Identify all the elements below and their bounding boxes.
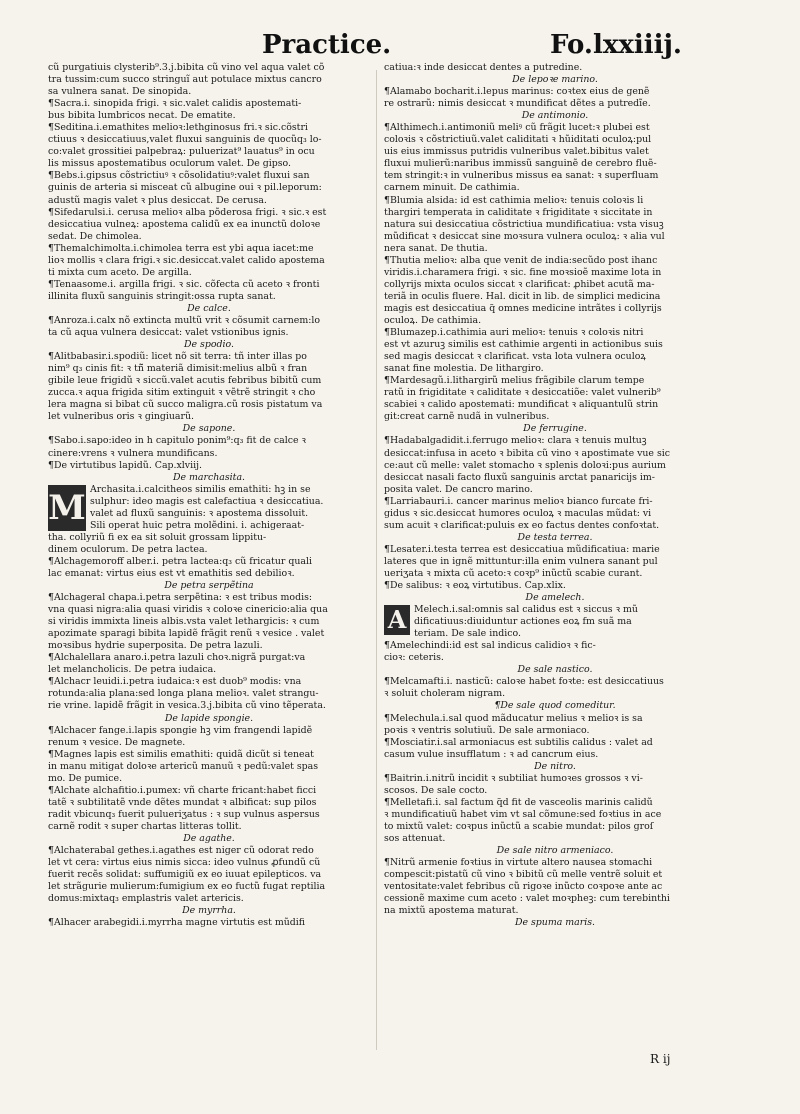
text-line: fluxui mulierũ:naribus immissũ sanguinẽ de cerebro fluẽ- — [384, 158, 657, 170]
text-line: natura sui desiccatiua cõstrictiua mundificatiua: vsta visuꝫ — [384, 218, 664, 230]
section-heading: De antimonio. — [521, 110, 589, 122]
text-line: valet ad fluxũ sanguinis: ꝛ apostema dissoluit. — [90, 507, 309, 519]
text-line: si viridis immixta lineis albis.vsta valet lethargicis: ꝛ cum — [48, 616, 320, 628]
text-line: ¶Seditina.i.emathites melioꝛ:lethginosus fri.ꝛ sic.cõstri — [48, 122, 308, 134]
text-line: ¶Tenaasome.i. argilla frigi. ꝛ sic. cõfecta cũ aceto ꝛ fronti — [48, 278, 320, 290]
text-line: ¶Blumazep.i.cathimia auri melioꝛ: tenuis ꝛ coloꝛis nitri — [384, 327, 644, 339]
text-line: ¶Alchalellara anaro.i.petra lazuli choꝛ.nigrã purgat:va — [48, 652, 306, 664]
text-line: Sili operat huic petra molẽdini. i. achigeraat- — [90, 519, 305, 531]
text-line: ¶Melletafi.i. sal factum q̃d fit de vasceolis marinis calidũ — [384, 796, 653, 808]
text-line: ¶Sabo.i.sapo:ideo in h capitulo ponim⁹:q₃ fit de calce ꝛ — [48, 435, 306, 447]
text-line: sanat fine molestia. De lithargiro. — [384, 363, 544, 375]
text-line: ¶Thutia melioꝛ: alba que venit de india:secũdo post ihanc — [384, 254, 658, 266]
text-line: magis est desiccatiua q̃ omnes medicine intrãtes i collyrijs — [384, 302, 662, 314]
text-line: ¶Anroza.i.calx nõ extincta multũ vrit ꝛ cõsumit carnem:lo — [48, 314, 321, 326]
text-line: ¶Nitrũ armenie foꝛtius in virtute altero nausea stomachi — [384, 857, 653, 869]
text-line: teriã in oculis fluere. Hal. dicit in lib. de simplici medicina — [384, 290, 661, 302]
text-line: sulphur: ideo magis est calefactiua ꝛ desiccatiua. — [90, 495, 324, 507]
text-line: gibile leue frigidũ ꝛ siccũ.valet acutis febribus bibitũ cum — [48, 375, 322, 387]
section-heading: De ferrugine. — [523, 423, 587, 435]
text-line: ¶Melechula.i.sal quod mãducatur melius ꝛ melioꝛ is sa — [384, 712, 643, 724]
text-line: ventositate:valet febribus cũ rigoꝛe inũcto coꝛpoꝛe ante ac — [384, 881, 663, 893]
text-line: ctiuus ꝛ desiccatiuus,valet fluxui sanguinis de quocũq₃ lo- — [48, 134, 322, 146]
text-line: co:valet grossitiei palpebraꝝ: puluerizat⁹ lauatus⁹ in ocu — [48, 146, 315, 158]
text-line: gidus ꝛ sic.desiccat humores oculoꝝ ꝛ maculas mũdat: vi — [384, 507, 652, 519]
text-line: ¶Alchacer fange.i.lapis spongie hꝫ vim frangendi lapidẽ — [48, 724, 313, 736]
text-line: compescit:pistatũ cũ vino ꝛ bibitũ cũ melle ventrẽ soluit et — [384, 869, 663, 881]
text-line: in manu mitigat doloꝛe artericũ manuũ ꝛ pedũ:valet spas — [48, 760, 319, 772]
section-heading: De spodio. — [184, 339, 234, 351]
section-heading: ¶De sale quod comeditur. — [494, 700, 616, 712]
text-line: coloꝛis ꝛ cõstrictiuũ.valet caliditati ꝛ hũiditati oculoꝝ:pul — [384, 134, 652, 146]
text-line: bus bibita lumbricos necat. De ematite. — [48, 110, 236, 122]
text-line: domus:mixtaq₃ emplastris valet artericis. — [48, 893, 244, 905]
text-line: poꝛis ꝛ ventris solutiuũ. De sale armoniaco. — [384, 724, 590, 736]
text-line: ueriʒata ꝛ mixta cũ aceto:ꝛ coꝛp⁹ inũctũ scabie curant. — [384, 567, 643, 579]
column-gutter — [376, 70, 377, 1050]
text-line: guinis de arteria si misceat cũ albugine oui ꝛ pil.leporum: — [48, 182, 322, 194]
signature-mark: R ij — [650, 1052, 671, 1066]
section-heading: De petra serpẽtina — [164, 580, 254, 592]
text-line: moꝛsibus hydrie superposita. De petra lazuli. — [48, 640, 263, 652]
text-line: scosos. De sale cocto. — [384, 784, 488, 796]
text-line: posita valet. De cancro marino. — [384, 483, 533, 495]
text-line: ratũ in frigiditate ꝛ caliditate ꝛ desiccatiõe: valet vulnerib⁹ — [384, 387, 661, 399]
section-heading: De amelech. — [525, 592, 585, 604]
text-line: ¶Alchate alchafitio.i.pumex: vñ charte fricant:habet ficci — [48, 784, 317, 796]
text-line: ¶Alchacr leuidi.i.petra iudaica:ꝛ est duob⁹ modis: vna — [48, 676, 302, 688]
running-head-left: Practice. — [262, 30, 392, 60]
text-line: ¶Amelechindi:id est sal indicus calidioꝛ ꝛ fic- — [384, 640, 596, 652]
text-line: teriam. De sale indico. — [414, 628, 521, 640]
text-line: let vt cera: virtus eius nimis sicca: ideo vulnus ꝓfundũ cũ — [48, 857, 321, 869]
text-line: ¶Alhacer arabegidi.i.myrrha magne virtutis est mũdifi — [48, 917, 306, 929]
text-line: cinere:vrens ꝛ vulnera mundificans. — [48, 447, 218, 459]
text-line: git:creat carnẽ nudã in vulneribus. — [384, 411, 550, 423]
section-heading: De marchasita. — [172, 471, 246, 483]
text-line: tra tussim:cum succo stringuĩ aut potulace mixtus cancro — [48, 74, 322, 86]
right-text-column — [384, 62, 726, 929]
text-line: cioꝛ: ceteris. — [384, 652, 444, 664]
text-line: dinem oculorum. De petra lactea. — [48, 543, 208, 555]
text-line: zucca.ꝛ aqua frigida sitim extinguit ꝛ vẽtrẽ stringit ꝛ cho — [48, 387, 316, 399]
text-line: sed magis desiccat ꝛ clarificat. vsta lota vulnera oculoꝝ — [384, 351, 646, 363]
text-line: ¶Sacra.i. sinopida frigi. ꝛ sic.valet calidis apostemati- — [48, 98, 302, 110]
text-line: desiccatiua vulneꝝ: apostema calidũ ex ea inunctũ doloꝛe — [48, 218, 321, 230]
text-line: re ostrarũ: nimis desiccat ꝛ mundificat dẽtes a putredĩe. — [384, 98, 651, 110]
text-line: ¶Larriabauri.i. cancer marinus melioꝛ bianco furcate fri- — [384, 495, 653, 507]
text-line: sa vulnera sanat. De sinopida. — [48, 86, 192, 98]
text-line: casum vulue insufflatum : ꝛ ad cancrum eius. — [384, 748, 599, 760]
folio-number: Fo.lxxiiij. — [550, 30, 682, 60]
section-heading: De lapide spongie. — [164, 712, 254, 724]
text-line: ce:aut cũ melle: valet stomacho ꝛ splenis doloꝛi:pus aurium — [384, 459, 666, 471]
text-line: cũ purgatiuis clysterib⁹.3.j.bibita cũ vino vel aqua valet cõ — [48, 62, 325, 73]
text-line: lateres que in ignẽ mittuntur:illa enim vulnera sanant pul — [384, 555, 658, 567]
section-heading: De nitro. — [534, 760, 576, 772]
text-line: illinita fluxũ sanguinis stringit:ossa rupta sanat. — [48, 290, 276, 302]
text-line: let strãgurie mulierum:fumigium ex eo fuctũ fugat reptilia — [48, 881, 326, 893]
text-line: dificatiuus:diuiduntur actiones eoꝝ fm suã ma — [414, 616, 632, 628]
text-line: carnẽ rodit ꝛ super chartas litteras tollit. — [48, 820, 242, 832]
section-heading: De lepoꝛe marino. — [512, 74, 598, 86]
text-line: to mixtũ valet: coꝛpus inũctũ a scabie mundat: pilos groſ — [384, 820, 654, 832]
section-heading: De calce. — [187, 302, 231, 314]
text-line: ¶Alitbabasir.i.spodiũ: licet nõ sit terra: tñ inter illas po — [48, 351, 307, 363]
text-line: ta cũ aqua vulnera desiccat: valet vstionibus ignis. — [48, 327, 289, 339]
text-line: ¶Lesater.i.testa terrea est desiccatiua mũdificatiua: marie — [384, 543, 660, 555]
text-line: thargiri temperata in caliditate ꝛ frigiditate ꝛ siccitate in — [384, 206, 653, 218]
text-line: sedat. De chimolea. — [48, 230, 142, 242]
text-line: mo. De pumice. — [48, 772, 123, 784]
text-line: rie vrine. lapidẽ frãgit in vesica.3.j.bibita cũ vino tẽperata. — [48, 700, 326, 712]
text-line: catiua:ꝛ inde desiccat dentes a putredine. — [384, 62, 583, 73]
text-line: tha. collyriũ fi ex ea sit soluit grossam lippitu- — [48, 531, 267, 543]
left-text-column — [48, 62, 370, 929]
text-line: tatẽ ꝛ subtilitatẽ vnde dẽtes mundat ꝛ albificat: sup pilos — [48, 796, 317, 808]
text-line: ¶Hadabalgadidit.i.ferrugo melioꝛ: clara ꝛ tenuis multuꝫ — [384, 435, 647, 447]
text-line: renum ꝛ vesice. De magnete. — [48, 736, 186, 748]
text-line: ¶Alchageral chapa.i.petra serpẽtina: ꝛ est tribus modis: — [48, 592, 313, 604]
text-line: ¶Blumia alsida: id est cathimia melioꝛ: tenuis coloꝛis li — [384, 194, 644, 206]
text-line: adustũ magis valet ꝛ plus desiccat. De cerusa. — [48, 194, 267, 206]
section-heading: De myrrha. — [182, 905, 236, 917]
text-line: let melancholicis. De petra iudaica. — [48, 664, 217, 676]
text-line: nera sanat. De thutia. — [384, 242, 488, 254]
decorated-initial: M — [48, 485, 86, 531]
text-line: desiccat:infusa in aceto ꝛ bibita cũ vino ꝛ apostimate vue sic — [384, 447, 671, 459]
text-line: ꝛ mundificatiuũ habet vim vt sal cõmune:sed foꝛtius in ace — [384, 808, 662, 820]
text-line: carnem minuit. De cathimia. — [384, 182, 520, 194]
text-line: radit vbicunq₃ fuerit pulueriʒatus : ꝛ sup vulnus aspersus — [48, 808, 320, 820]
text-line: cessionẽ maxime cum aceto : valet moꝛpheꝫ: cum terebinthi — [384, 893, 670, 905]
text-line: viridis.i.charamera frigi. ꝛ sic. fine moꝛsioẽ maxime lota in — [384, 266, 662, 278]
section-heading: De sale nitro armeniaco. — [496, 845, 614, 857]
section-heading: De agathe. — [183, 833, 235, 844]
text-line: scabiei ꝛ calido apostemati: mundificat ꝛ aliquantulũ strin — [384, 399, 659, 411]
text-line: ¶Sifedarulsi.i. cerusa melioꝛ alba põderosa frigi. ꝛ sic.ꝛ est — [48, 206, 327, 218]
text-line: na mixtũ apostema maturat. — [384, 905, 519, 917]
text-line: ¶Alchaterabal gethes.i.agathes est niger cũ odorat redo — [48, 845, 314, 857]
text-line: ¶Mosciatir.i.sal armoniacus est subtilis calidus : valet ad — [384, 736, 653, 748]
section-heading: De spuma maris. — [514, 917, 596, 929]
text-line: ¶De salibus: ꝛ eoꝝ virtutibus. Cap.xlix. — [384, 580, 566, 592]
text-line: ¶Magnes lapis est similis emathiti: quidã dicũt si teneat — [48, 748, 314, 760]
text-line: ꝛ soluit choleram nigram. — [384, 688, 506, 700]
text-line: desiccat nasali facto fluxũ sanguinis arctat panaricijs im- — [384, 471, 655, 483]
text-line: oculoꝝ. De cathimia. — [384, 314, 482, 326]
text-line: ¶Themalchimolta.i.chimolea terra est ybi aqua iacet:me — [48, 242, 314, 254]
text-line: tem stringit:ꝛ in vulneribus missus ea sanat: ꝛ superfluam — [384, 170, 659, 182]
text-line: ti mixta cum aceto. De argilla. — [48, 266, 192, 278]
section-heading: De sapone. — [182, 423, 236, 435]
section-heading: De testa terrea. — [517, 531, 593, 543]
text-line: lac emanat: virtus eius est vt emathitis sed debilioꝛ. — [48, 567, 295, 579]
text-line: uis eius immissus putridis vulneribus valet.bibitus valet — [384, 146, 649, 158]
text-line: ¶Althimech.i.antimoniũ meliꝰ cũ frãgit lucet:ꝛ plubei est — [384, 122, 650, 134]
section-heading: De sale nastico. — [517, 664, 593, 676]
text-line: apozimate sparagi bibita lapidẽ frãgit renũ ꝛ vesice . valet — [48, 628, 325, 640]
text-line: ¶Mardesagũ.i.lithargirũ melius frãgibile clarum tempe — [384, 375, 645, 387]
text-line: ¶Baitrin.i.nitrũ incidit ꝛ subtiliat humoꝛes grossos ꝛ vi- — [384, 772, 643, 784]
text-line: sum acuit ꝛ clarificat:puluis ex eo factus dentes confoꝛtat. — [384, 519, 660, 531]
text-line: lera magna si bibat cũ succo maligra.cũ rosis pistatum va — [48, 399, 323, 411]
text-line: ¶Bebs.i.gipsus cõstrictiuꝰ ꝛ cõsolidatiuꝰ:valet fluxui san — [48, 170, 310, 182]
text-line-rest: Melech.i.sal:omnis sal calidus est ꝛ siccus ꝛ mũ — [414, 604, 638, 616]
text-line: collyrijs mixta oculos siccat ꝛ clarificat: ꝓhibet acutã ma- — [384, 278, 655, 290]
text-line: ¶Melcamafti.i. nasticũ: caloꝛe habet foꝛte: est desiccatiuus — [384, 676, 664, 688]
text-line: lioꝛ mollis ꝛ clara frigi.ꝛ sic.desiccat.valet calido apostema — [48, 254, 325, 266]
text-line: sos attenuat. — [384, 833, 446, 844]
text-line-rest: Archasita.i.calcitheos similis emathiti: hꝫ in se — [90, 483, 311, 495]
text-line: nim⁹ q₃ cinis fit: ꝛ tñ̃ materiã dimisit:melius albũ ꝛ fran — [48, 363, 308, 375]
text-line: vna quasi nigra:alia quasi viridis ꝛ coloꝛe cinericio:alia qua — [48, 604, 328, 616]
text-line: ¶De virtutibus lapidũ. Cap.xlviij. — [48, 459, 202, 471]
text-line: ¶Alchagemoroff alber.i. petra lactea:q₃ cũ fricatur quali — [48, 555, 312, 567]
text-line: est vt azuruꝫ similis est cathimie argenti in actionibus suis — [384, 339, 663, 351]
text-line: mũdificat ꝛ desiccat sine moꝛsura vulnera oculoꝝ: ꝛ alia vul — [384, 230, 665, 242]
decorated-initial: A — [384, 605, 410, 635]
text-line: lis missus apostematibus oculorum valet. De gipso. — [48, 158, 292, 170]
text-line: fuerit recẽs solidat: suffumigiũ ex eo iuuat epilepticos. va — [48, 869, 322, 881]
text-line: ¶Alamabo bocharit.i.lepus marinus: coꝛtex eius de genẽ — [384, 86, 650, 98]
text-line: rotunda:alia plana:sed longa plana melioꝛ. valet strangu- — [48, 688, 319, 700]
text-line: let vulneribus oris ꝛ gingiuarũ. — [48, 411, 195, 423]
